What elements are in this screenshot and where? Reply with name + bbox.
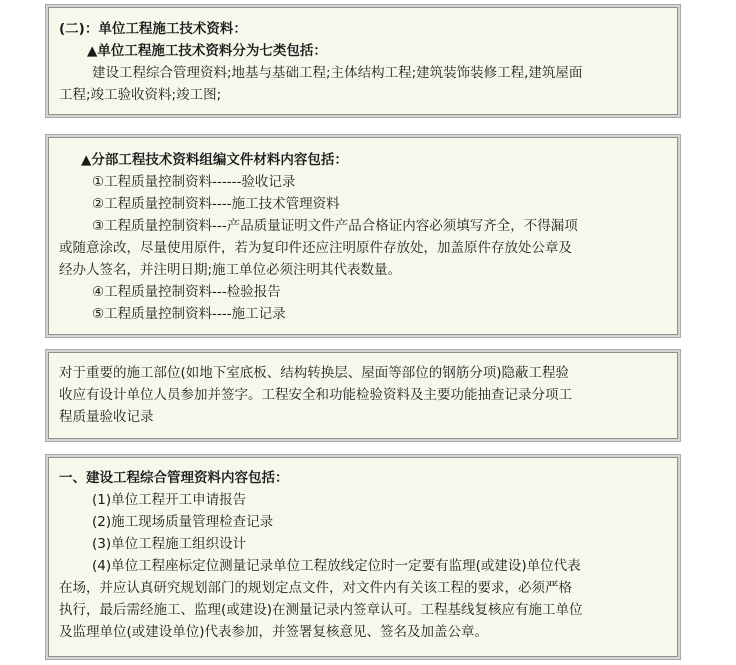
text-line: 或随意涂改，尽量使用原件，若为复印件还应注明原件存放处，加盖原件存放处公章及 (59, 240, 572, 256)
text-line: 工程;竣工验收资料;竣工图; (59, 87, 222, 103)
text-line: 执行，最后需经施工、监理(或建设)在测量记录内签章认可。工程基线复核应有施工单位 (59, 602, 583, 618)
list-item: (4)单位工程座标定位测量记录单位工程放线定位时一定要有监理(或建设)单位代表 (92, 558, 581, 574)
list-item: ④工程质量控制资料---检验报告 (92, 284, 281, 300)
list-item: ③工程质量控制资料---产品质量证明文件产品合格证内容必须填写齐全，不得漏项 (92, 218, 578, 234)
section-subheading: ▲单位工程施工技术资料分为七类包括： (87, 43, 327, 59)
list-item: (1)单位工程开工申请报告 (92, 492, 247, 508)
section-box-general-management (48, 457, 678, 657)
text-line: 程质量验收记录 (59, 409, 154, 425)
text-line: 建设工程综合管理资料;地基与基础工程;主体结构工程;建筑装饰装修工程,建筑屋面 (92, 65, 583, 81)
section-heading: 一、建设工程综合管理资料内容包括： (59, 470, 289, 486)
list-item: (2)施工现场质量管理检查记录 (92, 514, 274, 530)
text-line: 收应有设计单位人员参加并签字。工程安全和功能检验资料及主要功能抽查记录分项工 (59, 387, 572, 403)
text-line: 及监理单位(或建设单位)代表参加，并签署复核意见、签名及加盖公章。 (59, 624, 489, 640)
section-box-subpart-docs (48, 137, 678, 335)
text-line: 对于重要的施工部位(如地下室底板、结构转换层、屋面等部位的钢筋分项)隐蔽工程验 (59, 365, 570, 381)
section-heading: (二)：单位工程施工技术资料： (59, 21, 247, 37)
list-item: ⑤工程质量控制资料----施工记录 (92, 306, 286, 322)
section-heading: ▲分部工程技术资料组编文件材料内容包括： (81, 152, 348, 168)
text-line: 经办人签名，并注明日期;施工单位必须注明其代表数量。 (59, 262, 402, 278)
list-item: ①工程质量控制资料------验收记录 (92, 174, 296, 190)
list-item: (3)单位工程施工组织设计 (92, 536, 247, 552)
section-box-concealed-works (48, 352, 678, 439)
list-item: ②工程质量控制资料----施工技术管理资料 (92, 196, 340, 212)
text-line: 在场，并应认真研究规划部门的规划定点文件，对文件内有关该工程的要求，必须严格 (59, 580, 572, 596)
section-box-unit-tech-docs (48, 7, 678, 115)
